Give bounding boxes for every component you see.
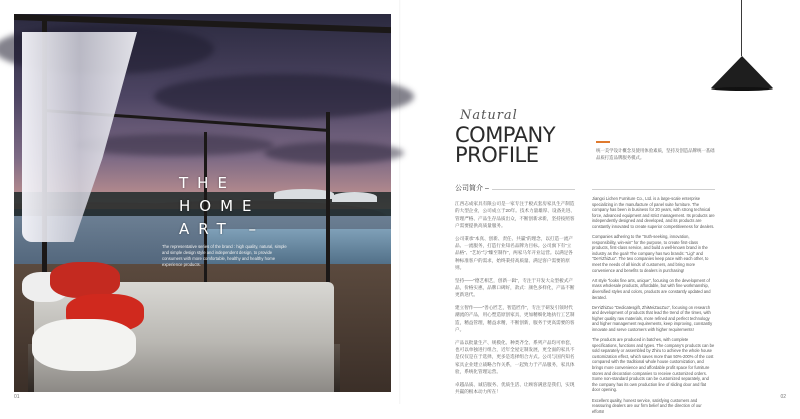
en-paragraph: The products are produced in batches, with complete specifications, functions and types. The company's products can be sold separately or assembled by Zhiru to achieve the whole house customization effect, which saves more than 50%-200% of the cost compared with the traditional whole house customization, and brings more convenience and affordable profit space for furniture stores and decoration companies to receive customized orders. Some non-standard products can be customized separately, and the company has its own production line of sliding door and flat door opening.	[592, 337, 715, 393]
en-paragraph: DeYiZhiZuo "Dedicatesgift, ZhiMeiZaoZuo", focusing on research and development of products that lead the trend of the times, with higher quality raw materials, more refined and perfect technology and higher management requirements, keep improving, constantly innovate and serve customers with higher requirements!	[592, 304, 713, 332]
photo-umbrella	[332, 192, 377, 202]
section-divider	[492, 189, 575, 190]
lamp-rim	[711, 87, 773, 91]
page-number-right: 02	[780, 394, 786, 400]
en-paragraph: Companies adhering to the "truth-seeking, innovation, responsibility, win-win" for the purpose, to create first-class products, first-class service, and build a well-known brand in the industry as the goal! The company has two brands: "Ligi" and "DeYiZhiZuo". The two companies keep pace with each other, to meet the needs of all kinds of customers, and bring more convenience and benefits to dealers in purchasing!	[592, 234, 709, 273]
cn-paragraph: 建立智作——“善心匠艺，智造匠作”，专注于研发引领时代潮流的产品，用心塑造原创家具，更加精细化地执行工艺制造，精益管理，精益求精，不断创新，服务于更高需要的客户。	[455, 304, 575, 333]
cn-paragraph: 产品以批量生产、规模化、种类齐全、系列产品均可单套，也可以单独进行组合，近年全屋定制发展，更全面的家具不是仅仅是在于选择，更多是选择组合方式。公司与国内知名家具企业建立战略合作关系，一起致力于产品服务，家具体验，系统化管理运营。	[455, 339, 575, 375]
en-paragraph: Jiangxi Lichen Furniture Co., Ltd. is a large-scale enterprise specializing in the manufacture of panel suite furniture. The company has been in business for 20 years, with strong technical force, advanced equipment and strict management. Its products are independently designed and developed, and its products are constantly innovated to create superior competitiveness for dealers.	[592, 196, 715, 229]
photo-cloud	[154, 74, 414, 119]
en-paragraph: Excellent quality, honest service, satisfying customers and reassuring dealers are our firm belief and the direction of our efforts!	[592, 397, 702, 414]
hero-photo	[14, 14, 391, 392]
script-heading: Natural	[460, 108, 518, 123]
chinese-column	[455, 200, 575, 400]
photo-title-line: HOME	[179, 197, 261, 215]
section-divider	[592, 189, 715, 190]
photo-cloud	[264, 142, 404, 164]
photo-title-line: ART –	[179, 220, 266, 238]
english-column	[592, 196, 715, 419]
pendant-lamp-icon	[711, 56, 773, 88]
red-pillow	[50, 262, 120, 298]
cn-paragraph: 公司秉承“本真、创新、责任、共赢”的理念，以打造一流产品、一流服务，打造行业知名品牌为目标。公司旗下有“立品格”、“艺坊”与“臻至制作”，两家马年开业运营。以满足各种标准客户的需求，始终秉持高质量、满足客户需要的原则。	[455, 235, 573, 271]
cn-paragraph: 坚持——“德艺相艺，创新一辑”，专注于开发大众型板式产品，价格实惠，品牌口碑好，款式：颜色多样化，产品不断更新迭代。	[455, 277, 575, 298]
photo-caption: The representative series of the brand : high quality, natural, simple and simple design style and independent design, to provide consumers with more comfortable, healthy and healthy home experience products.	[162, 244, 287, 267]
section-heading: 公司简介 –	[455, 185, 489, 192]
white-pillow	[32, 319, 136, 371]
cn-paragraph: 卓越品质、诚信服务、优质生活、让顾客满意是我们，实现共赢的根本动力所在！	[455, 381, 575, 394]
photo-title	[179, 172, 265, 241]
photo-umbrella	[274, 189, 334, 199]
page-number-left: 01	[14, 394, 20, 400]
book-spine	[399, 0, 401, 404]
page-title-line2: PROFILE	[455, 143, 539, 167]
intro-text: 统一美学设计概念及使用体验素质，坚持及创造品牌统一基础品质打造品牌服务模式。	[596, 148, 715, 160]
cn-paragraph: 江西志成家具有限公司是一家专注于板式套房家具生产制造的大型企业，公司成立于20年。技术力量雄厚、设备先进、管理严格、产品生存品质出众，不断创新求新，坚持按照客户需要提供高质量服务。	[455, 201, 575, 229]
page-title-line1: COMPANY	[455, 123, 556, 147]
lamp-cord	[741, 0, 742, 56]
photo-title-line: THE	[179, 174, 236, 192]
en-paragraph: Art style "looks fine arts, unique", focusing on the development of mass wholesale products, affordable, but with fine workmanship, diversified styles and colors, products are constantly updated and iterated.	[592, 277, 711, 300]
accent-bar	[596, 141, 610, 143]
